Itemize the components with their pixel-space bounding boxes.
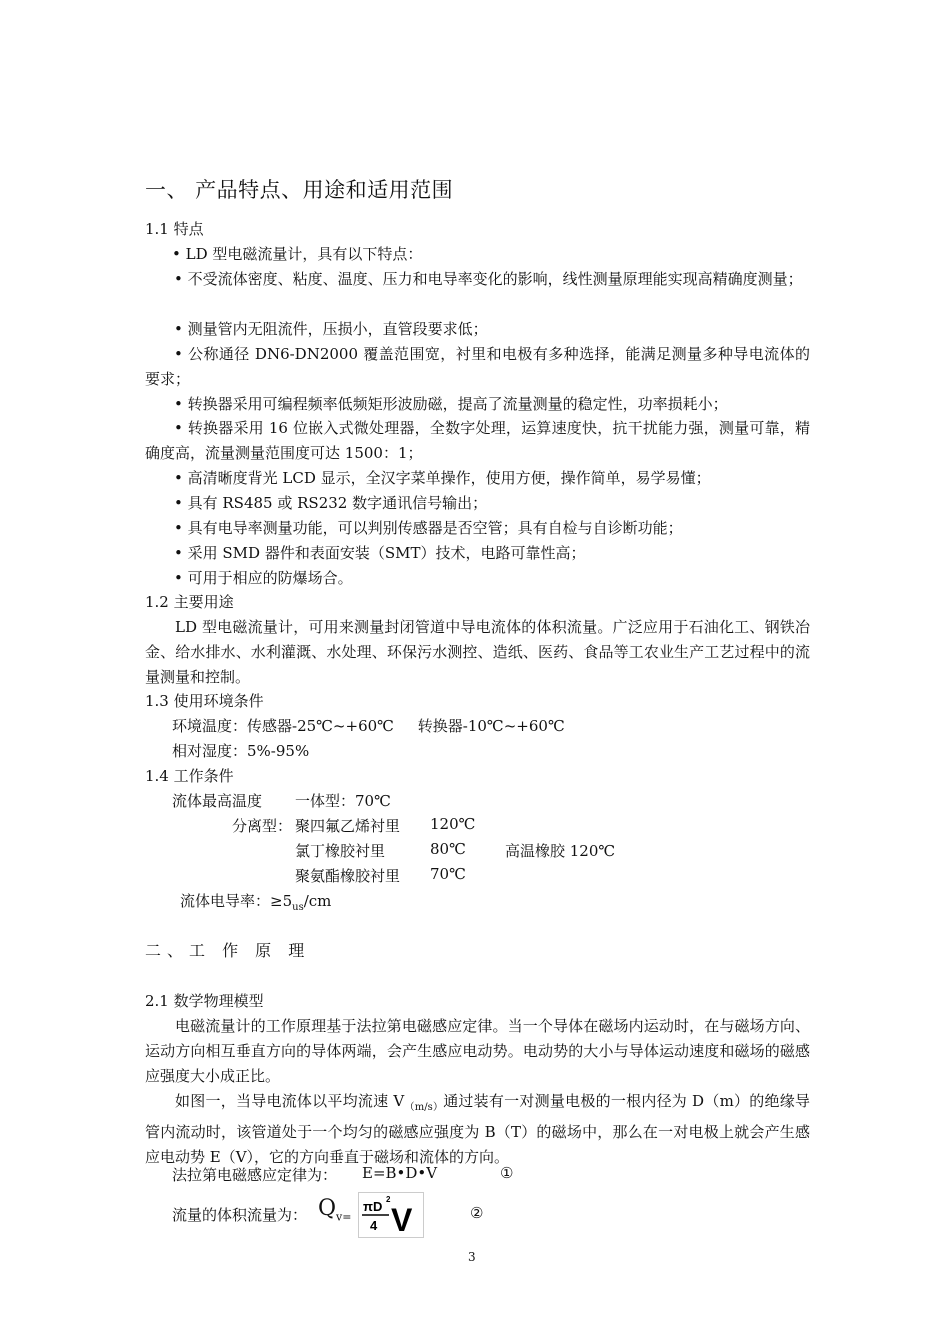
heading-1-4: 1.4 工作条件 [145,767,234,785]
feature-item: • 转换器采用可编程频率低频矩形波励磁，提高了流量测量的稳定性，功率损耗小； [174,395,728,413]
heading-2-1: 2.1 数学物理模型 [145,992,264,1010]
max-temp-label: 流体最高温度 [172,792,263,810]
heading-1-2: 1.2 主要用途 [145,593,234,611]
feature-item: • 具有 RS485 或 RS232 数字通讯信号输出； [174,494,488,512]
ptfe-temp: 120℃ [430,815,476,833]
feature-item: • 可用于相应的防爆场合。 [174,569,353,587]
formula-exponent: 2 [386,1195,391,1204]
section-1-title: 一、 产品特点、用途和适用范围 [145,178,454,202]
faraday-label: 法拉第电磁感应定律为： [172,1166,338,1184]
feature-item: • 不受流体密度、粘度、温度、压力和电导率变化的影响，线性测量原理能实现高精确度测量； [174,270,803,288]
ambient-temperature: 环境温度：传感器-25℃~+60℃ 转换器-10℃~+60℃ [172,717,565,735]
equation-number-2: ② [470,1204,484,1222]
flow-label: 流量的体积流量为： [172,1206,308,1224]
principle-paragraph: 电磁流量计的工作原理基于法拉第电磁感应定律。当一个导体在磁场内运动时，在与磁场方向、运动方向相互垂直方向的导体两端，会产生感应电动势。电动势的大小与导体运动速度和磁场的磁感应强度大小成正比。 [145,1017,810,1085]
formula-numerator: πD [363,1199,383,1214]
heading-1-3: 1.3 使用环境条件 [145,692,264,710]
feature-item: • 转换器采用 16 位嵌入式微处理器，全数字处理，运算速度快，抗干扰能力强，测量可靠，精确度高，流量测量范围度可达 1500：1； [145,419,810,462]
split-type-label: 分离型： [232,817,293,835]
equation-number-1: ① [500,1164,514,1182]
integrated-type: 一体型：70℃ [295,792,391,810]
feature-item: • 公称通径 DN6-DN2000 覆盖范围宽，衬里和电极有多种选择，能满足测量多种导电流体的要求； [145,345,810,388]
pu-lining: 聚氨酯橡胶衬里 [295,867,401,885]
formula-denominator: 4 [370,1218,378,1233]
relative-humidity: 相对湿度：5%-95% [172,742,310,760]
feature-intro: • LD 型电磁流量计，具有以下特点： [172,245,423,263]
flow-formula-svg [359,1193,423,1237]
feature-item: • 高清晰度背光 LCD 显示，全汉字菜单操作，使用方便，操作简单，易学易懂； [174,469,711,487]
ptfe-lining: 聚四氟乙烯衬里 [295,817,401,835]
figure-paragraph: 如图一，当导电流体以平均流速 $V_{(m/s)}$通过装有一对测量电极的一根内径为 D（m）的绝缘导管内流动时，该管道处于一个均匀的磁感应强度为 B（T）的磁场中，那么在一对电极上就会产生感应电动势 E（V），它的方向垂直于磁场和流体的方向。 [145,1092,810,1166]
feature-item: • 具有电导率测量功能，可以判别传感器是否空管；具有自检与自诊断功能； [174,519,683,537]
flow-formula-image [358,1192,424,1238]
conductivity: 流体电导率：$\ge 5_{us}/cm$ [180,892,332,913]
page-number: 3 [468,1250,476,1264]
feature-item: • 测量管内无阻流件，压损小，直管段要求低； [174,320,488,338]
usage-paragraph: LD 型电磁流量计，可用来测量封闭管道中导电流体的体积流量。广泛应用于石油化工、钢铁冶金、给水排水、水利灌溉、水处理、环保污水测控、造纸、医药、食品等工农业生产工艺过程中的流量测量和控制。 [145,618,810,686]
cr-lining: 氯丁橡胶衬里 [295,842,386,860]
pu-temp: 70℃ [430,865,466,883]
ht-rubber: 高温橡胶 120℃ [505,842,616,860]
section-2-title: 二、工 作 原 理 [145,941,311,960]
heading-1-1: 1.1 特点 [145,220,204,238]
faraday-equation: E=B•D•V [362,1164,438,1182]
cr-temp: 80℃ [430,840,466,858]
feature-item: • 采用 SMD 器件和表面安装（SMT）技术，电路可靠性高； [174,544,586,562]
q-symbol: $Q_{v=}$ [318,1196,352,1224]
formula-velocity: V [391,1202,413,1237]
